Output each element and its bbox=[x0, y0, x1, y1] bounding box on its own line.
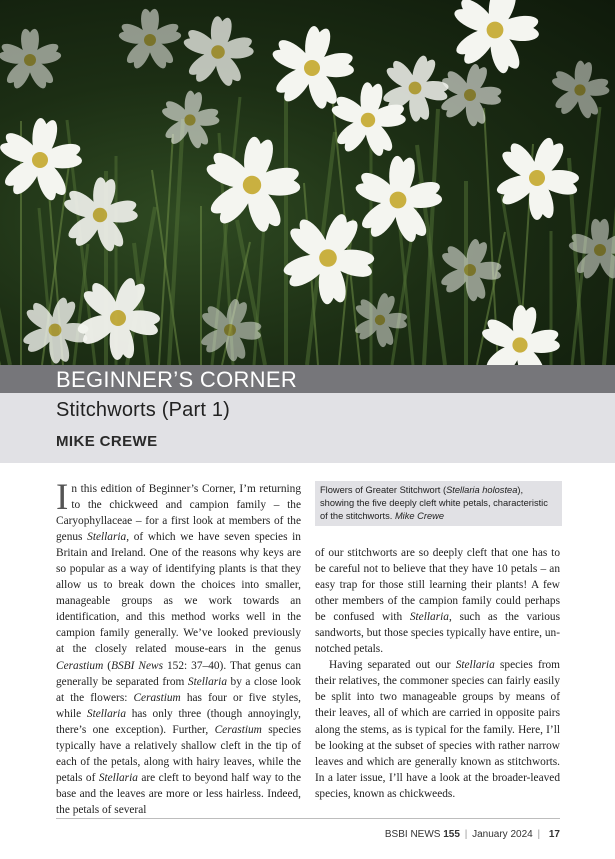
issue-number: 155 bbox=[443, 829, 460, 840]
hero-photo bbox=[0, 0, 615, 365]
stitchwort-flowers-image bbox=[0, 0, 615, 365]
footer-rule bbox=[56, 818, 560, 819]
article-title: Stitchworts (Part 1) bbox=[56, 399, 231, 421]
paragraph-1-text: n this edition of Beginner’s Corner, I’m returning to the chickweed and campion family – the Caryophyllaceae – for a first look at members of the genus Stellaria, of which we have seven species in Britain and Ireland. One of the reasons why keys are so popular as a way of identifying plants is that they allow us to break down the choices into smaller, manageable groups as we work towards an identification, and this method works well in the campion family generally. We’ve looked previously at the closely related mouse-ears in the genus Cerastium (BSBI News 152: 37–40). That genus can generally be separated from Stellaria by a close look at the flowers: Cerastium has four or five styles, while Stellaria has only three (though annoyingly, there’s one exception). Further, Cerastium species typically have a relatively shallow cleft in the tip of each of the petals, along with hairy leaves, while the petals of Stellaria are cleft to beyond half way to the base and the leaves are more or less hairless. Indeed, the petals of several bbox=[56, 483, 302, 816]
series-band bbox=[0, 365, 615, 393]
caption-text-end: ), showing the five deeply cleft white petals, characteristic of the stitchworts. bbox=[320, 485, 548, 521]
issue-date: January 2024 bbox=[472, 829, 533, 840]
journal-name: BSBI NEWS bbox=[384, 829, 441, 840]
photo-credit: Mike Crewe bbox=[394, 510, 445, 521]
drop-cap: I bbox=[56, 477, 69, 518]
series-title: BEGINNER’S CORNER bbox=[56, 367, 298, 392]
paragraph-1 bbox=[56, 477, 302, 818]
body-column-left bbox=[56, 477, 302, 818]
page-footer: BSBI NEWS 155 | January 2024 | 17 bbox=[384, 829, 560, 840]
caption-text: Flowers of Greater Stitchwort ( bbox=[320, 485, 447, 495]
body-column-right bbox=[315, 545, 560, 802]
page-number: 17 bbox=[548, 829, 560, 840]
paragraph-2: Having separated out our Stellaria species from their relatives, the commoner species can fairly easily be split into two manageable groups by means of their leaves, all of which are carried in opposite pairs along the stems, as is typical for the family. Here, I’ll be looking at the subset of species with rather narrow leaves and which are generally known as stitchworts. In a later issue, I’ll have a look at the broader-leaved species, known as chickweeds. bbox=[315, 659, 560, 800]
paragraph-1-continued: of our stitchworts are so deeply cleft that one has to be careful not to believe that they have 10 petals – an easy trap for those still learning their plants! A few other members of the campion family could perhaps be confused with Stellaria, such as the various sandworts, but those species typically have entire, un-notched petals. bbox=[315, 547, 560, 656]
caption-species: Stellaria holostea bbox=[446, 485, 518, 495]
photo-caption bbox=[315, 481, 562, 526]
headline-band bbox=[0, 393, 615, 463]
author-name: MIKE CREWE bbox=[56, 433, 158, 450]
